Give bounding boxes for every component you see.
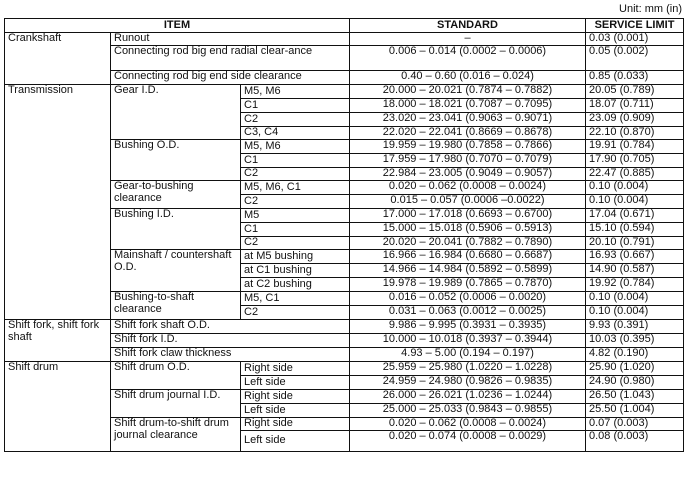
item-label: Gear-to-bushing clearance [111,181,241,209]
sub-item: C1 [241,223,350,237]
item-label: Gear I.D. [111,85,241,140]
service-limit-value: 20.05 (0.789) [586,85,684,99]
standard-value: 22.020 – 22.041 (0.8669 – 0.8678) [350,127,586,140]
sub-item: at M5 bushing [241,250,350,264]
standard-value: 0.40 – 0.60 (0.016 – 0.024) [350,71,586,85]
table-row [5,362,684,376]
service-limit-value: 25.90 (1.020) [586,362,684,376]
service-limit-value: 17.90 (0.705) [586,154,684,168]
standard-value: 9.986 – 9.995 (0.3931 – 0.3935) [350,320,586,334]
sub-item: C1 [241,154,350,168]
standard-value: 0.020 – 0.062 (0.0008 – 0.0024) [350,418,586,431]
service-limit-value: 22.47 (0.885) [586,168,684,181]
standard-value: 17.000 – 17.018 (0.6693 – 0.6700) [350,209,586,223]
sub-item: at C1 bushing [241,264,350,278]
standard-value: 10.000 – 10.018 (0.3937 – 0.3944) [350,334,586,348]
standard-value: 24.959 – 24.980 (0.9826 – 0.9835) [350,376,586,390]
standard-value: 19.978 – 19.989 (0.7865 – 0.7870) [350,278,586,292]
sub-item: C1 [241,99,350,113]
standard-value: 18.000 – 18.021 (0.7087 – 0.7095) [350,99,586,113]
service-limit-value: 0.03 (0.001) [586,33,684,46]
standard-value: 19.959 – 19.980 (0.7858 – 0.7866) [350,140,586,154]
service-limit-value: 22.10 (0.870) [586,127,684,140]
sub-item: C2 [241,237,350,250]
standard-value: 25.959 – 25.980 (1.0220 – 1.0228) [350,362,586,376]
standard-value: 0.031 – 0.063 (0.0012 – 0.0025) [350,306,586,320]
service-limit-value: 18.07 (0.711) [586,99,684,113]
header-standard: STANDARD [350,19,586,33]
service-limit-value: 15.10 (0.594) [586,223,684,237]
service-limit-value: 16.93 (0.667) [586,250,684,264]
service-limit-value: 25.50 (1.004) [586,404,684,418]
standard-value: 25.000 – 25.033 (0.9843 – 0.9855) [350,404,586,418]
item-label: Connecting rod big end radial clear-ance [111,46,350,71]
standard-value: 17.959 – 17.980 (0.7070 – 0.7079) [350,154,586,168]
service-limit-value: 20.10 (0.791) [586,237,684,250]
unit-label: Unit: mm (in) [619,3,682,15]
table-row [5,320,684,334]
sub-item: M5, M6 [241,85,350,99]
service-limit-value: 0.10 (0.004) [586,181,684,195]
standard-value: 0.020 – 0.074 (0.0008 – 0.0029) [350,431,586,452]
service-limit-value: 9.93 (0.391) [586,320,684,334]
sub-item: M5, M6 [241,140,350,154]
service-limit-value: 19.91 (0.784) [586,140,684,154]
service-limit-value: 14.90 (0.587) [586,264,684,278]
sub-item: Left side [241,376,350,390]
specification-table [4,18,684,452]
service-limit-value: 24.90 (0.980) [586,376,684,390]
standard-value: 16.966 – 16.984 (0.6680 – 0.6687) [350,250,586,264]
sub-item: M5, C1 [241,292,350,306]
sub-item: C2 [241,195,350,209]
sub-item: Right side [241,362,350,376]
service-limit-value: 0.05 (0.002) [586,46,684,71]
item-label: Shift drum-to-shift drum journal clearance [111,418,241,452]
header-row [5,19,684,33]
service-limit-value: 0.10 (0.004) [586,306,684,320]
section-name: Transmission [5,85,111,320]
service-limit-value: 19.92 (0.784) [586,278,684,292]
sub-item: Left side [241,431,350,452]
service-limit-value: 0.08 (0.003) [586,431,684,452]
item-label: Runout [111,33,350,46]
sub-item: M5 [241,209,350,223]
item-label: Bushing I.D. [111,209,241,250]
item-label: Shift fork shaft O.D. [111,320,350,334]
sub-item: C3, C4 [241,127,350,140]
standard-value: 20.000 – 20.021 (0.7874 – 0.7882) [350,85,586,99]
header-service-limit: SERVICE LIMIT [586,19,684,33]
service-limit-value: 0.10 (0.004) [586,292,684,306]
table-row [5,33,684,46]
section-name: Crankshaft [5,33,111,85]
section-name: Shift drum [5,362,111,452]
item-label: Shift drum O.D. [111,362,241,390]
standard-value: 0.016 – 0.052 (0.0006 – 0.0020) [350,292,586,306]
sub-item: Right side [241,418,350,431]
service-limit-value: 0.85 (0.033) [586,71,684,85]
standard-value: 14.966 – 14.984 (0.5892 – 0.5899) [350,264,586,278]
service-limit-value: 0.10 (0.004) [586,195,684,209]
item-label: Shift fork claw thickness [111,348,350,362]
service-limit-value: 17.04 (0.671) [586,209,684,223]
standard-value: 20.020 – 20.041 (0.7882 – 0.7890) [350,237,586,250]
service-limit-value: 4.82 (0.190) [586,348,684,362]
standard-value: 0.015 – 0.057 (0.0006 –0.0022) [350,195,586,209]
table-row [5,85,684,99]
standard-value: 15.000 – 15.018 (0.5906 – 0.5913) [350,223,586,237]
item-label: Shift drum journal I.D. [111,390,241,418]
item-label: Shift fork I.D. [111,334,350,348]
standard-value: 26.000 – 26.021 (1.0236 – 1.0244) [350,390,586,404]
standard-value: 23.020 – 23.041 (0.9063 – 0.9071) [350,113,586,127]
item-label: Connecting rod big end side clearance [111,71,350,85]
item-label: Bushing O.D. [111,140,241,181]
header-item: ITEM [5,19,350,33]
sub-item: C2 [241,306,350,320]
item-label: Bushing-to-shaft clearance [111,292,241,320]
standard-value: 4.93 – 5.00 (0.194 – 0.197) [350,348,586,362]
service-limit-value: 10.03 (0.395) [586,334,684,348]
sub-item: Left side [241,404,350,418]
service-limit-value: 0.07 (0.003) [586,418,684,431]
sub-item: Right side [241,390,350,404]
sub-item: at C2 bushing [241,278,350,292]
service-limit-value: 23.09 (0.909) [586,113,684,127]
standard-value: – [350,33,586,46]
service-limit-value: 26.50 (1.043) [586,390,684,404]
sub-item: M5, M6, C1 [241,181,350,195]
standard-value: 0.020 – 0.062 (0.0008 – 0.0024) [350,181,586,195]
section-name: Shift fork, shift fork shaft [5,320,111,362]
sub-item: C2 [241,168,350,181]
sub-item: C2 [241,113,350,127]
table-body [5,33,684,452]
item-label: Mainshaft / countershaft O.D. [111,250,241,292]
standard-value: 0.006 – 0.014 (0.0002 – 0.0006) [350,46,586,71]
standard-value: 22.984 – 23.005 (0.9049 – 0.9057) [350,168,586,181]
